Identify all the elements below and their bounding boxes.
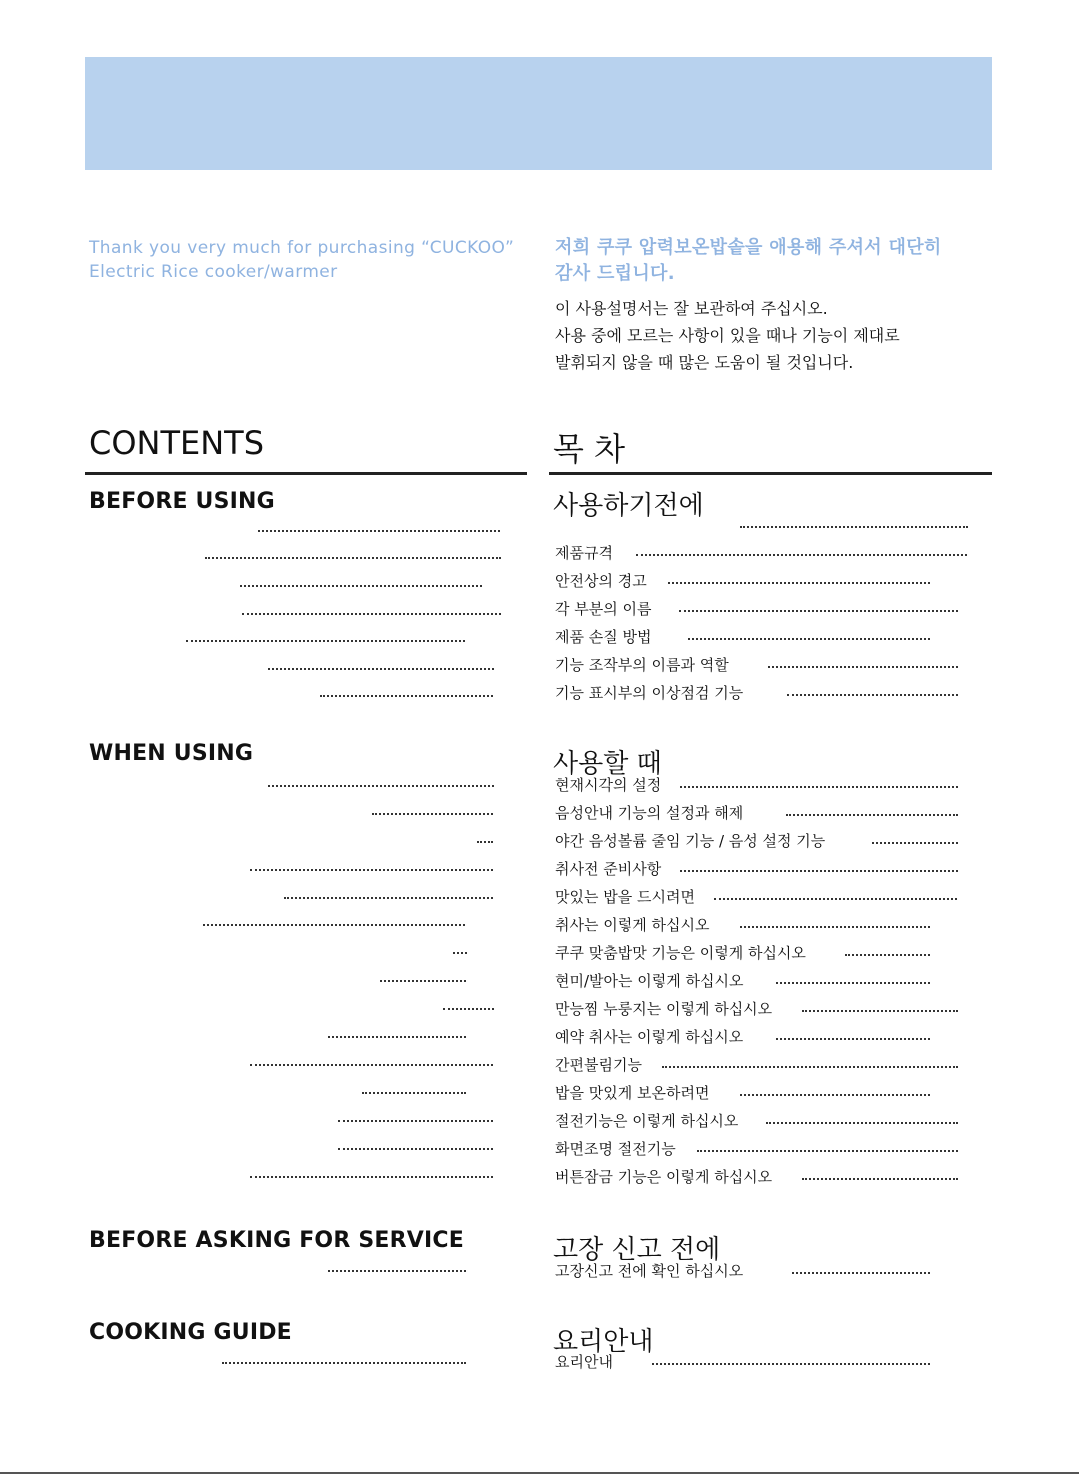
contents-rule-right <box>549 472 992 475</box>
toc-item[interactable]: 버튼잠금 기능은 이렇게 하십시오 <box>555 1168 773 1186</box>
toc-leader-left <box>268 785 494 787</box>
toc-leader-right <box>768 666 958 668</box>
toc-leader-left <box>250 1064 493 1066</box>
toc-leader-right <box>740 526 968 528</box>
toc-item[interactable]: 기능 조작부의 이름과 역할 <box>555 656 729 674</box>
toc-leader-right <box>766 1122 958 1124</box>
toc-leader-right <box>680 870 958 872</box>
toc-leader-left <box>328 1036 466 1038</box>
toc-item[interactable]: 요리안내 <box>555 1353 613 1371</box>
toc-item[interactable]: 각 부분의 이름 <box>555 600 652 618</box>
toc-leader-right <box>652 1363 930 1365</box>
toc-item[interactable]: 제품 손질 방법 <box>555 628 652 646</box>
toc-item[interactable]: 예약 취사는 이렇게 하십시오 <box>555 1028 744 1046</box>
intro-line-3: 발휘되지 않을 때 많은 도움이 될 것입니다. <box>555 353 854 372</box>
toc-leader-left <box>338 1120 493 1122</box>
toc-leader-right <box>740 1094 930 1096</box>
toc-leader-right <box>697 1150 958 1152</box>
toc-leader-left <box>222 1362 466 1364</box>
thanks-english-line-1: Thank you very much for purchasing “CUCKOO” <box>89 238 515 258</box>
toc-item[interactable]: 야간 음성볼륨 줄임 기능 / 음성 설정 기능 <box>555 832 826 850</box>
toc-item[interactable]: 안전상의 경고 <box>555 572 647 590</box>
contents-title-english: CONTENTS <box>89 424 265 462</box>
toc-leader-left <box>284 897 493 899</box>
toc-leader-left <box>268 668 494 670</box>
toc-leader-left <box>380 980 466 982</box>
toc-leader-left <box>242 613 501 615</box>
thanks-korean <box>555 235 985 287</box>
toc-leader-left <box>453 952 467 954</box>
toc-leader-right <box>802 1010 958 1012</box>
toc-leader-left <box>258 530 500 532</box>
toc-leader-right <box>776 1038 930 1040</box>
section-title-korean: 요리안내 <box>553 1327 654 1357</box>
toc-leader-left <box>250 1176 493 1178</box>
toc-leader-left <box>186 640 465 642</box>
toc-leader-right <box>872 842 958 844</box>
toc-leader-right <box>714 898 957 900</box>
toc-item[interactable]: 맛있는 밥을 드시려면 <box>555 888 695 906</box>
toc-leader-left <box>240 585 482 587</box>
toc-item[interactable]: 취사전 준비사항 <box>555 860 662 878</box>
toc-leader-right <box>802 1178 958 1180</box>
toc-leader-right <box>662 1066 958 1068</box>
section-title-english: BEFORE ASKING FOR SERVICE <box>89 1228 464 1253</box>
toc-leader-left <box>477 841 493 843</box>
toc-leader-right <box>680 786 958 788</box>
thanks-english-line-2: Electric Rice cooker/warmer <box>89 262 338 282</box>
toc-item[interactable]: 현재시각의 설정 <box>555 776 662 794</box>
thanks-korean-line-2: 감사 드립니다. <box>555 263 675 284</box>
toc-leader-left <box>362 1092 466 1094</box>
section-title-english: BEFORE USING <box>89 489 275 514</box>
toc-item[interactable]: 현미/발아는 이렇게 하십시오 <box>555 972 744 990</box>
toc-leader-left <box>320 695 493 697</box>
toc-leader-right <box>679 610 958 612</box>
toc-leader-right <box>776 982 930 984</box>
toc-item[interactable]: 만능찜 누룽지는 이렇게 하십시오 <box>555 1000 773 1018</box>
toc-item[interactable]: 음성안내 기능의 설정과 해제 <box>555 804 744 822</box>
toc-leader-right <box>668 582 930 584</box>
toc-leader-left <box>338 1148 493 1150</box>
toc-item[interactable]: 쿠쿠 맞춤밥맛 기능은 이렇게 하십시오 <box>555 944 806 962</box>
intro-line-2: 사용 중에 모르는 사항이 있을 때나 기능이 제대로 <box>555 326 900 345</box>
toc-leader-right <box>636 554 967 556</box>
section-title-english: WHEN USING <box>89 741 254 766</box>
thanks-english <box>89 236 529 284</box>
toc-item[interactable]: 화면조명 절전기능 <box>555 1140 676 1158</box>
toc-item[interactable]: 취사는 이렇게 하십시오 <box>555 916 710 934</box>
toc-leader-left <box>328 1270 466 1272</box>
section-title-english: COOKING GUIDE <box>89 1320 292 1345</box>
section-title-korean: 사용하기전에 <box>553 491 704 521</box>
toc-item[interactable]: 기능 표시부의 이상점검 기능 <box>555 684 744 702</box>
contents-title-korean: 목 차 <box>553 430 625 468</box>
toc-leader-right <box>787 694 958 696</box>
toc-leader-left <box>372 813 493 815</box>
toc-leader-right <box>786 814 958 816</box>
page-bottom-line <box>0 1472 1079 1474</box>
toc-leader-left <box>203 924 465 926</box>
toc-item[interactable]: 고장신고 전에 확인 하십시오 <box>555 1262 744 1280</box>
toc-leader-right <box>688 638 930 640</box>
intro-text <box>555 295 985 376</box>
toc-item[interactable]: 절전기능은 이렇게 하십시오 <box>555 1112 739 1130</box>
thanks-korean-line-1: 저희 쿠쿠 압력보온밥솥을 애용해 주셔서 대단히 <box>555 237 942 258</box>
toc-leader-right <box>740 926 930 928</box>
toc-leader-left <box>205 557 501 559</box>
toc-leader-left <box>443 1008 494 1010</box>
header-banner <box>85 57 992 170</box>
toc-item[interactable]: 제품규격 <box>555 544 613 562</box>
toc-leader-left <box>250 869 493 871</box>
intro-line-1: 이 사용설명서는 잘 보관하여 주십시오. <box>555 299 828 318</box>
toc-item[interactable]: 밥을 맛있게 보온하려면 <box>555 1084 710 1102</box>
section-title-korean: 사용할 때 <box>553 749 662 779</box>
toc-leader-right <box>845 954 930 956</box>
contents-rule-left <box>85 472 527 475</box>
section-title-korean: 고장 신고 전에 <box>553 1235 721 1265</box>
toc-leader-right <box>792 1272 930 1274</box>
toc-item[interactable]: 간편불림기능 <box>555 1056 642 1074</box>
